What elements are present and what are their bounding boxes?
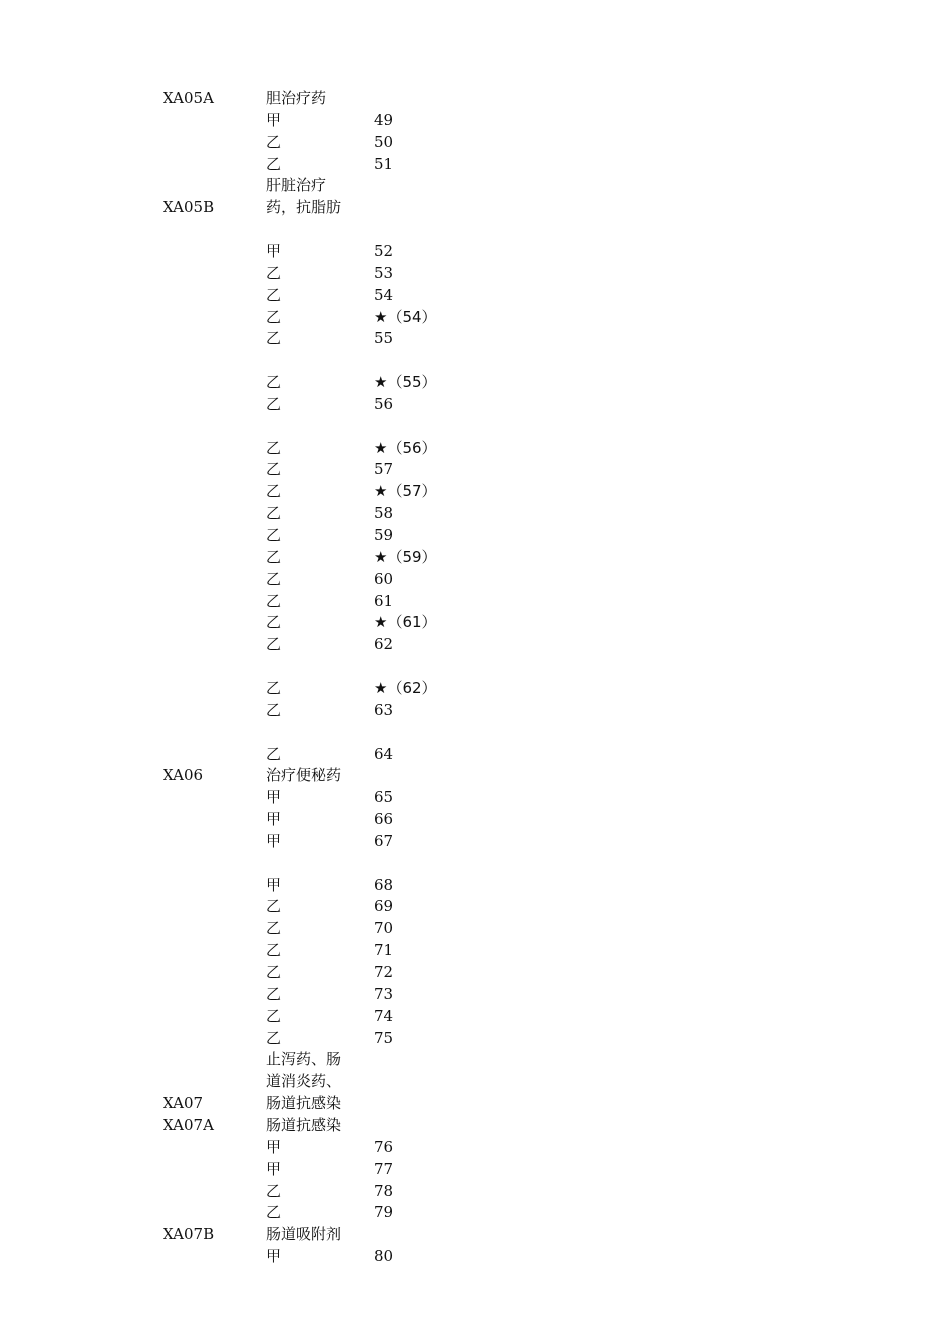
item-number: 52 (374, 241, 394, 260)
item-number: 74 (374, 1006, 394, 1025)
item-number: 75 (374, 1028, 394, 1047)
item-number: 61 (374, 591, 394, 610)
item-number: 68 (374, 875, 394, 894)
item-number: 55 (374, 329, 394, 348)
grade-label: 乙 (266, 438, 282, 457)
grade-label: 乙 (266, 1028, 282, 1047)
category-label: 肠道抗感染 (266, 1115, 342, 1134)
item-number: 56 (374, 394, 394, 413)
grade-label: 甲 (266, 1159, 282, 1178)
item-number: 64 (374, 744, 394, 763)
item-number: 80 (374, 1247, 394, 1266)
grade-label: 乙 (266, 678, 282, 697)
atc-code: XA05B (163, 198, 215, 217)
grade-label: 乙 (266, 897, 282, 916)
grade-label: 甲 (266, 875, 282, 894)
category-label: 肠道抗感染 (266, 1094, 342, 1113)
item-number: 77 (374, 1159, 394, 1178)
grade-label: 乙 (266, 1181, 282, 1200)
grade-label: 乙 (266, 504, 282, 523)
grade-label: 乙 (266, 263, 282, 282)
grade-label: 甲 (266, 810, 282, 829)
item-number: 59 (374, 526, 394, 544)
category-label: 治疗便秘药 (266, 766, 342, 785)
grade-label: 乙 (266, 591, 282, 610)
item-number: 79 (374, 1203, 394, 1222)
grade-label: 乙 (266, 963, 282, 981)
category-label: 药，抗脂肪 (266, 198, 342, 217)
category-label: 道消炎药、 (266, 1072, 342, 1091)
starred-item-number: ★（61） (374, 613, 437, 632)
grade-label: 乙 (266, 394, 282, 413)
item-number: 60 (374, 569, 394, 588)
item-number: 76 (374, 1137, 394, 1156)
grade-label: 甲 (266, 241, 282, 260)
grade-label: 乙 (266, 919, 282, 938)
item-number: 63 (374, 700, 394, 719)
item-number: 50 (374, 132, 394, 151)
grade-label: 甲 (266, 1137, 282, 1156)
grade-label: 乙 (266, 460, 282, 479)
starred-item-number: ★（59） (374, 547, 437, 566)
atc-code: XA05A (163, 89, 214, 107)
grade-label: 乙 (266, 700, 282, 719)
starred-item-number: ★（57） (374, 482, 437, 501)
grade-label: 乙 (266, 613, 282, 632)
category-label: 胆治疗药 (266, 89, 327, 107)
grade-label: 乙 (266, 547, 282, 566)
category-label: 肝脏治疗 (266, 176, 327, 195)
grade-label: 甲 (266, 831, 282, 850)
grade-label: 乙 (266, 329, 282, 348)
item-number: 69 (374, 897, 394, 916)
atc-code: XA07B (163, 1225, 215, 1244)
item-number: 71 (374, 941, 394, 960)
grade-label: 乙 (266, 941, 282, 960)
grade-label: 乙 (266, 1006, 282, 1025)
category-label: 肠道吸附剂 (266, 1225, 342, 1244)
item-number: 66 (374, 810, 394, 829)
grade-label: 乙 (266, 1203, 282, 1222)
item-number: 73 (374, 984, 394, 1003)
starred-item-number: ★（55） (374, 373, 437, 392)
grade-label: 乙 (266, 307, 282, 326)
item-number: 53 (374, 263, 394, 282)
item-number: 78 (374, 1181, 394, 1200)
grade-label: 甲 (266, 1247, 282, 1266)
item-number: 65 (374, 788, 394, 807)
item-number: 57 (374, 460, 394, 479)
item-number: 49 (374, 110, 394, 129)
grade-label: 乙 (266, 132, 282, 151)
item-number: 70 (374, 919, 394, 938)
grade-label: 乙 (266, 526, 282, 544)
grade-label: 乙 (266, 635, 282, 654)
grade-label: 乙 (266, 744, 282, 763)
grade-label: 甲 (266, 788, 282, 807)
item-number: 72 (374, 963, 394, 981)
starred-item-number: ★（54） (374, 307, 437, 326)
category-label: 止泻药、肠 (266, 1050, 342, 1069)
item-number: 51 (374, 154, 394, 173)
grade-label: 乙 (266, 984, 282, 1003)
grade-label: 乙 (266, 482, 282, 501)
atc-code: XA07 (163, 1094, 204, 1113)
item-number: 54 (374, 285, 394, 304)
grade-label: 甲 (266, 110, 282, 129)
item-number: 62 (374, 635, 394, 654)
grade-label: 乙 (266, 154, 282, 173)
starred-item-number: ★（56） (374, 438, 437, 457)
item-number: 58 (374, 504, 394, 523)
grade-label: 乙 (266, 373, 282, 392)
atc-code: XA06 (163, 766, 204, 785)
grade-label: 乙 (266, 569, 282, 588)
atc-code: XA07A (163, 1115, 214, 1134)
starred-item-number: ★（62） (374, 678, 437, 697)
item-number: 67 (374, 831, 394, 850)
grade-label: 乙 (266, 285, 282, 304)
